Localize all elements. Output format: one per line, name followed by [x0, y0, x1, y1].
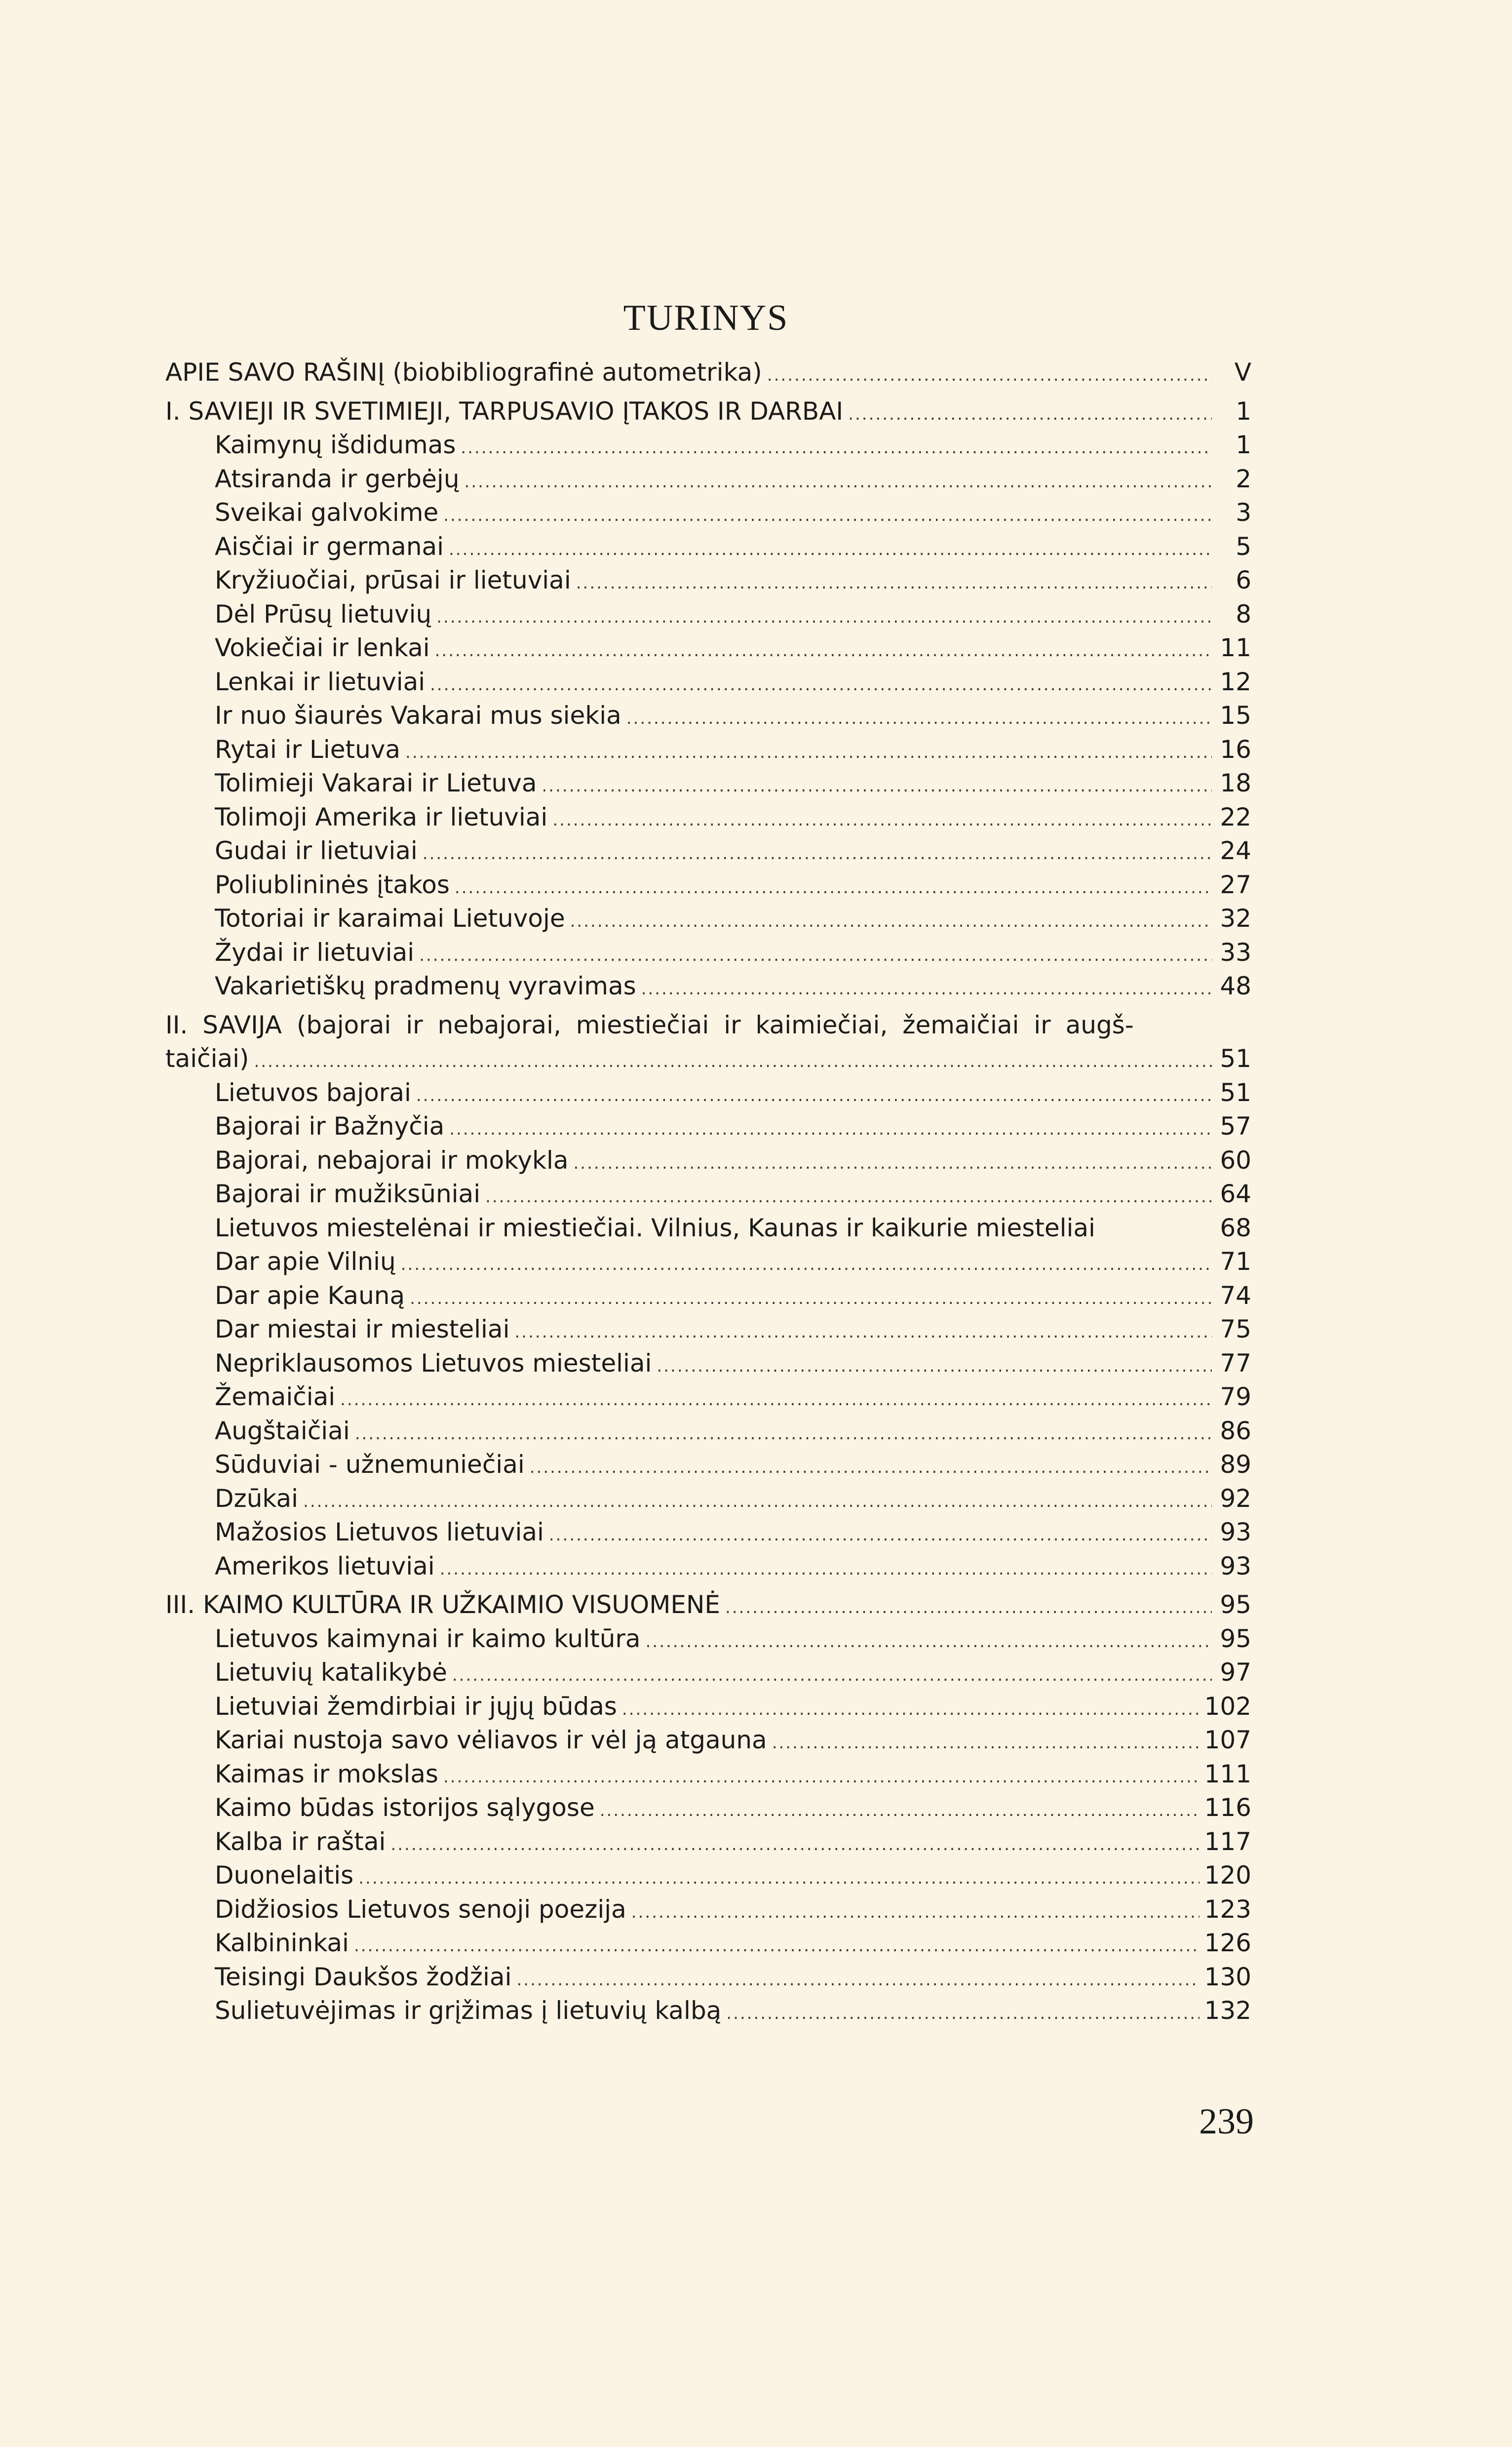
toc-entry-title: Dzūkai: [215, 1484, 299, 1513]
toc-page-number: 60: [1220, 1145, 1251, 1175]
toc-entry: [165, 665, 1251, 699]
toc-entry-title: Kaimas ir mokslas: [215, 1759, 438, 1788]
toc-entry-title: Kryžiuočiai, prūsai ir lietuviai: [215, 566, 571, 594]
dot-leader: [600, 1794, 1200, 1828]
toc-page-number: 97: [1220, 1658, 1251, 1687]
dot-leader: [443, 1760, 1200, 1794]
toc-entry: [165, 428, 1251, 462]
toc-entry: [165, 1926, 1251, 1960]
toc-entry: [165, 1245, 1251, 1279]
toc-entry-title: Vokiečiai ir lenkai: [215, 633, 430, 662]
dot-leader: [622, 1693, 1200, 1727]
dot-leader: [340, 1383, 1212, 1417]
dot-leader: [303, 1485, 1212, 1519]
toc-entry-title: Duonelaitis: [215, 1861, 354, 1890]
toc-page-number: 74: [1220, 1281, 1251, 1310]
toc-entry: [165, 1549, 1251, 1583]
toc-entry: [165, 1312, 1251, 1346]
toc-entry-title: Kaimo būdas istorijos sąlygose: [215, 1793, 595, 1822]
dot-leader: [358, 1861, 1199, 1895]
dot-leader: [423, 837, 1212, 871]
toc-page-number: 130: [1204, 1962, 1251, 1991]
dot-leader: [465, 465, 1212, 499]
dot-leader: [848, 397, 1212, 432]
toc-chapter-entry: [165, 355, 1251, 390]
dot-leader: [430, 668, 1212, 702]
toc-page-number: 15: [1220, 701, 1251, 730]
dot-leader: [725, 1591, 1212, 1625]
toc-entry: [165, 1109, 1251, 1144]
toc-entry-title: Poliublininės įtakos: [215, 870, 450, 899]
toc-page-number: 8: [1236, 599, 1251, 629]
toc-entry: [165, 1414, 1251, 1448]
toc-page-number: 1: [1236, 396, 1251, 426]
toc-entry: [165, 1177, 1251, 1211]
toc-entry-title: Bajorai ir mužiksūniai: [215, 1180, 481, 1208]
toc-page-number: 102: [1204, 1692, 1251, 1721]
toc-entry-title: III. KAIMO KULTŪRA IR UŽKAIMIO VISUOMENĖ: [165, 1590, 720, 1619]
toc-page-number: 95: [1220, 1590, 1251, 1619]
dot-leader: [449, 533, 1212, 567]
page-number: 239: [1199, 2101, 1254, 2142]
toc-entry: [165, 1211, 1251, 1245]
dot-leader: [449, 1112, 1212, 1146]
dot-leader: [530, 1451, 1212, 1485]
toc-page-number: 2: [1236, 464, 1251, 493]
toc-page-number: 77: [1220, 1348, 1251, 1378]
dot-leader: [416, 1079, 1212, 1113]
toc-chapter-entry: [165, 1042, 1251, 1076]
toc-entry-title: Lietuvos miestelėnai ir miestiečiai. Vilnius, Kaunas ir kaikurie miesteliai: [215, 1213, 1095, 1242]
toc-entry: [165, 766, 1251, 800]
toc-entry-title: Lietuviai žemdirbiai ir jųjų būdas: [215, 1692, 617, 1721]
page-title: TURINYS: [623, 298, 789, 338]
toc-entry: [165, 1656, 1251, 1690]
toc-entry-title: II. SAVIJA (bajorai ir nebajorai, miestiečiai ir kaimiečiai, žemaičiai ir augš-: [165, 1010, 1134, 1039]
toc-page-number: 48: [1220, 972, 1251, 1000]
toc-entry-title: Teisingi Daukšos žodžiai: [215, 1962, 512, 1991]
dot-leader: [646, 1625, 1212, 1659]
toc-entry: [165, 1893, 1251, 1927]
toc-entry: [165, 1622, 1251, 1656]
toc-entry-title: Lenkai ir lietuviai: [215, 667, 426, 696]
toc-entry-title: Žemaičiai: [215, 1382, 336, 1411]
toc-entry-title: Rytai ir Lietuva: [215, 735, 401, 764]
toc-entry: [165, 969, 1251, 1003]
toc-page-number: 93: [1220, 1551, 1251, 1580]
toc-page-number: 5: [1236, 532, 1251, 561]
dot-leader: [254, 1045, 1212, 1079]
toc-page-number: 111: [1204, 1759, 1251, 1788]
toc-page-number: 93: [1220, 1518, 1251, 1546]
toc-entry-title: Gudai ir lietuviai: [215, 836, 418, 865]
toc-chapter-entry: [165, 1588, 1251, 1622]
toc-page-number: 18: [1220, 769, 1251, 797]
toc-entry-title: Sūduviai - užnemuniečiai: [215, 1450, 525, 1479]
dot-leader: [767, 358, 1212, 393]
dot-leader: [435, 634, 1212, 668]
toc-entry-title: Lietuvos kaimynai ir kaimo kultūra: [215, 1624, 641, 1653]
toc-page-number: 71: [1220, 1247, 1251, 1276]
toc-page-number: 79: [1220, 1382, 1251, 1411]
toc-entry-title: Bajorai ir Bažnyčia: [215, 1112, 445, 1141]
dot-leader: [549, 1518, 1212, 1552]
toc-page-number: 57: [1220, 1112, 1251, 1141]
dot-leader: [436, 600, 1212, 634]
toc-page-number: 64: [1220, 1180, 1251, 1208]
toc-page-number: 6: [1236, 566, 1251, 594]
toc-entry: [165, 1448, 1251, 1482]
dot-leader: [390, 1828, 1199, 1862]
dot-leader: [772, 1726, 1200, 1760]
table-of-contents: [165, 355, 1251, 2028]
toc-entry: [165, 1723, 1251, 1757]
toc-entry-title: Dar apie Kauną: [215, 1281, 405, 1310]
dot-leader: [355, 1417, 1212, 1451]
toc-page-number: 3: [1236, 498, 1251, 527]
toc-page-number: 1: [1236, 431, 1251, 459]
toc-entry-title: Tolimoji Amerika ir lietuviai: [215, 802, 548, 831]
dot-leader: [570, 905, 1212, 939]
dot-leader: [354, 1929, 1200, 1963]
toc-entry: [165, 936, 1251, 970]
toc-page-number: 51: [1220, 1078, 1251, 1107]
toc-entry-title: Kaimynų išdidumas: [215, 431, 456, 459]
toc-page-number: 117: [1204, 1827, 1251, 1856]
toc-entry: [165, 1380, 1251, 1414]
toc-page-number: 123: [1204, 1894, 1251, 1924]
toc-entry-title: Lietuvos bajorai: [215, 1078, 411, 1107]
toc-chapter-entry: [165, 1008, 1251, 1042]
toc-entry-title: Tolimieji Vakarai ir Lietuva: [215, 769, 537, 797]
toc-entry: [165, 462, 1251, 496]
toc-entry-title: Kariai nustoja savo vėliavos ir vėl ją atgauna: [215, 1726, 767, 1754]
toc-page-number: 120: [1204, 1861, 1251, 1890]
toc-entry-title: Lietuvių katalikybė: [215, 1658, 447, 1687]
dot-leader: [514, 1315, 1212, 1349]
toc-entry-title: Atsiranda ir gerbėjų: [215, 464, 460, 493]
toc-entry-title: Kalbininkai: [215, 1929, 349, 1957]
toc-page-number: 24: [1220, 836, 1251, 865]
dot-leader: [516, 1963, 1199, 1997]
dot-leader: [485, 1180, 1212, 1214]
toc-entry: [165, 1076, 1251, 1110]
toc-entry: [165, 631, 1251, 665]
toc-page-number: 116: [1204, 1793, 1251, 1822]
toc-page-number: 86: [1220, 1416, 1251, 1445]
toc-entry-title: Totoriai ir karaimai Lietuvoje: [215, 904, 565, 933]
toc-page-number: 32: [1220, 904, 1251, 933]
toc-entry: [165, 1960, 1251, 1994]
toc-page-number: 16: [1220, 735, 1251, 764]
dot-leader: [405, 736, 1212, 770]
toc-entry: [165, 1515, 1251, 1549]
toc-entry: [165, 496, 1251, 530]
dot-leader: [440, 1552, 1212, 1586]
toc-page-number: 68: [1220, 1213, 1251, 1242]
dot-leader: [573, 1146, 1212, 1181]
toc-entry: [165, 1791, 1251, 1825]
toc-page-number: 51: [1220, 1044, 1251, 1073]
toc-page-number: 132: [1204, 1996, 1251, 2025]
toc-entry-title: Dar miestai ir miesteliai: [215, 1315, 510, 1343]
toc-entry-title: Kalba ir raštai: [215, 1827, 386, 1856]
dot-leader: [401, 1248, 1212, 1282]
toc-entry-title: I. SAVIEJI IR SVETIMIEJI, TARPUSAVIO ĮTAKOS IR DARBAI: [165, 396, 844, 426]
toc-entry-title: Aisčiai ir germanai: [215, 532, 444, 561]
dot-leader: [452, 1658, 1212, 1693]
toc-entry: [165, 1346, 1251, 1381]
dot-leader: [641, 972, 1212, 1006]
toc-entry: [165, 1994, 1251, 2028]
toc-page-number: 12: [1220, 667, 1251, 696]
toc-entry: [165, 834, 1251, 868]
toc-entry: [165, 733, 1251, 767]
toc-entry: [165, 563, 1251, 597]
toc-entry-title: Augštaičiai: [215, 1416, 350, 1445]
toc-page-number: 107: [1204, 1726, 1251, 1754]
toc-entry-title: Sulietuvėjimas ir grįžimas į lietuvių kalbą: [215, 1996, 722, 2025]
toc-entry: [165, 597, 1251, 631]
toc-page-number: 33: [1220, 938, 1251, 967]
toc-entry: [165, 800, 1251, 834]
toc-entry-title: Ir nuo šiaurės Vakarai mus siekia: [215, 701, 621, 730]
dot-leader: [626, 702, 1212, 736]
dot-leader: [631, 1895, 1200, 1930]
dot-leader: [455, 871, 1212, 905]
toc-page-number: 89: [1220, 1450, 1251, 1479]
toc-entry: [165, 699, 1251, 733]
toc-entry-title: Mažosios Lietuvos lietuviai: [215, 1518, 544, 1546]
toc-entry: [165, 1279, 1251, 1313]
toc-entry: [165, 1825, 1251, 1859]
dot-leader: [410, 1282, 1212, 1316]
dot-leader: [552, 803, 1212, 837]
toc-entry: [165, 1757, 1251, 1791]
toc-entry: [165, 1690, 1251, 1724]
toc-entry: [165, 868, 1251, 902]
toc-entry: [165, 1858, 1251, 1893]
toc-entry: [165, 902, 1251, 936]
toc-entry-title: Dar apie Vilnių: [215, 1247, 396, 1276]
toc-page-number: 22: [1220, 802, 1251, 831]
toc-entry-title: APIE SAVO RAŠINĮ (biobibliografinė autometrika): [165, 358, 762, 387]
toc-entry: [165, 1144, 1251, 1178]
toc-page-number: 126: [1204, 1929, 1251, 1957]
dot-leader: [443, 499, 1212, 533]
toc-entry-title: Vakarietiškų pradmenų vyravimas: [215, 972, 636, 1000]
toc-entry-title: Didžiosios Lietuvos senoji poezija: [215, 1894, 626, 1924]
toc-entry-title: Sveikai galvokime: [215, 498, 439, 527]
toc-entry-title: taičiai): [165, 1044, 249, 1073]
toc-page-number: 27: [1220, 870, 1251, 899]
dot-leader: [461, 431, 1212, 465]
dot-leader: [419, 939, 1212, 973]
toc-entry-title: Bajorai, nebajorai ir mokykla: [215, 1145, 569, 1175]
toc-entry: [165, 1482, 1251, 1516]
toc-chapter-entry: [165, 395, 1251, 429]
toc-page-number: 95: [1220, 1624, 1251, 1653]
toc-entry-title: Žydai ir lietuviai: [215, 938, 415, 967]
dot-leader: [657, 1349, 1212, 1383]
toc-entry-title: Amerikos lietuviai: [215, 1551, 435, 1580]
dot-leader: [726, 1997, 1199, 2031]
toc-entry: [165, 530, 1251, 564]
toc-entry-title: Dėl Prūsų lietuvių: [215, 599, 432, 629]
toc-page-number: 11: [1220, 633, 1251, 662]
toc-page-number: V: [1234, 358, 1251, 387]
toc-page-number: 75: [1220, 1315, 1251, 1343]
toc-page-number: 92: [1220, 1484, 1251, 1513]
dot-leader: [576, 566, 1212, 600]
toc-entry-title: Nepriklausomos Lietuvos miesteliai: [215, 1348, 652, 1378]
dot-leader: [542, 769, 1212, 803]
